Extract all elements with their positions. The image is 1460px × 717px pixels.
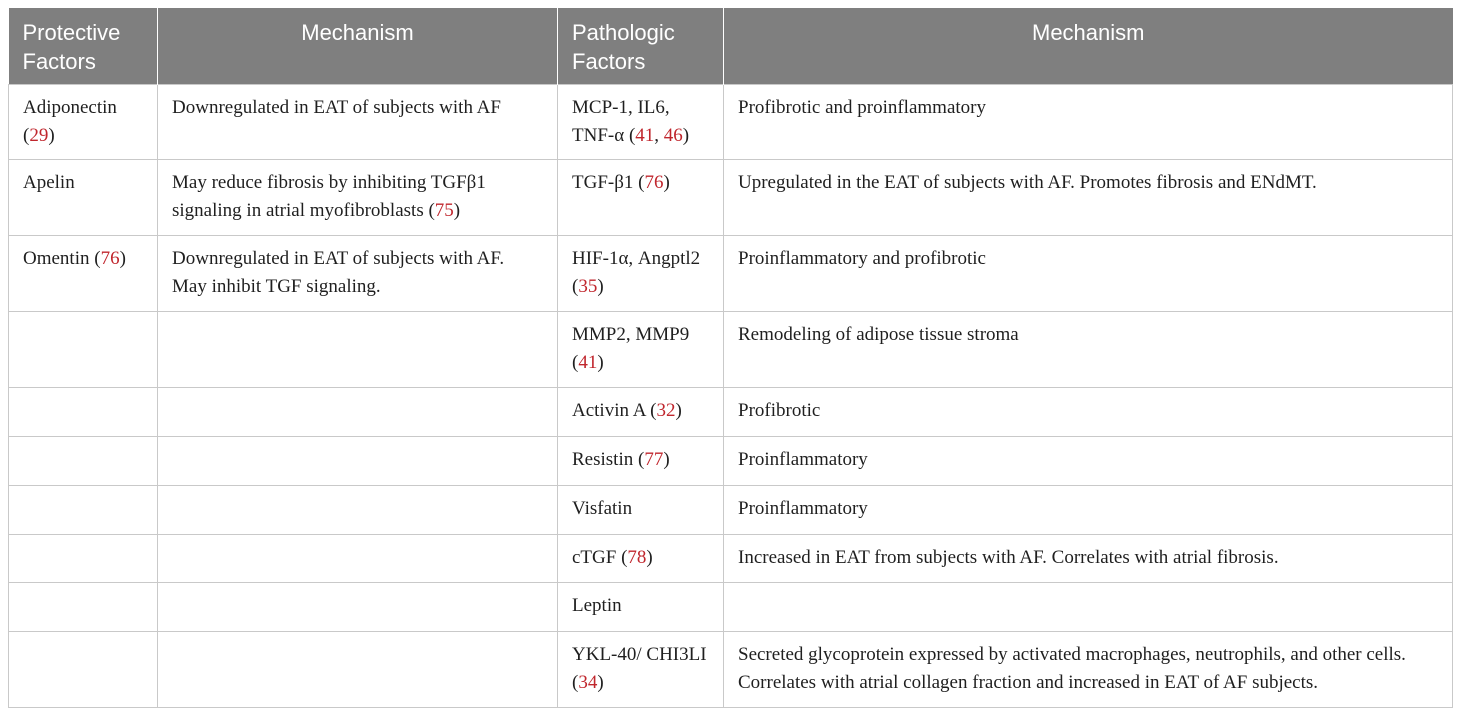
citation-link[interactable]: 35 xyxy=(578,276,598,297)
pathologic-factor-cell: TGF-β1 (76) xyxy=(558,160,724,236)
protective-mechanism-cell xyxy=(158,632,558,708)
protective-mechanism-cell xyxy=(158,437,558,486)
citation-link[interactable]: 29 xyxy=(29,125,49,146)
protective-factor-cell xyxy=(9,535,158,583)
pathologic-factor-cell-text: Resistin xyxy=(572,449,634,470)
protective-mechanism-cell xyxy=(158,583,558,632)
pathologic-factor-cell-text: TGF-β1 xyxy=(572,172,634,193)
pathologic-mechanism-cell xyxy=(724,535,1453,583)
protective-factor-cell-text: Omentin xyxy=(23,248,90,269)
protective-factor-cell xyxy=(9,437,158,486)
protective-mechanism-cell-text: Downregulated in EAT of subjects with AF xyxy=(172,97,501,118)
protective-factor-cell: Adiponectin (29) xyxy=(9,85,158,160)
pathologic-mechanism-cell xyxy=(724,388,1453,437)
table-row xyxy=(9,388,1453,437)
pathologic-mechanism-cell-text: Proinflammatory and profibrotic xyxy=(738,248,986,269)
pathologic-mechanism-cell xyxy=(724,312,1453,388)
table-row xyxy=(9,486,1453,535)
protective-factor-cell-text: Apelin xyxy=(23,172,75,193)
protective-mechanism-cell xyxy=(158,312,558,388)
pathologic-factor-cell: HIF-1α, Angptl2 (35) xyxy=(558,236,724,312)
pathologic-factor-cell-text: Visfatin xyxy=(572,498,633,519)
citation-link[interactable]: 46 xyxy=(663,125,683,146)
citation-link[interactable]: 75 xyxy=(434,200,454,221)
table-row xyxy=(9,236,1453,312)
pathologic-mechanism-cell-text: Proinflammatory xyxy=(738,498,868,519)
pathologic-mechanism-cell-text: Upregulated in the EAT of subjects with AF. Promotes fibrosis and ENdMT. xyxy=(738,172,1317,193)
pathologic-factor-cell: MCP-1, IL6, TNF-α (41, 46) xyxy=(558,85,724,160)
table-row xyxy=(9,535,1453,583)
citation-link[interactable]: 34 xyxy=(578,672,598,693)
protective-factor-cell xyxy=(9,388,158,437)
protective-factor-cell xyxy=(9,486,158,535)
pathologic-factor-cell-text: Activin A xyxy=(572,400,646,421)
pathologic-mechanism-cell-text: Profibrotic xyxy=(738,400,821,421)
pathologic-factor-cell-text: YKL-40/ CHI3LI xyxy=(572,644,707,665)
pathologic-mechanism-cell-text: Proinflammatory xyxy=(738,449,868,470)
table-row xyxy=(9,583,1453,632)
protective-mechanism-cell xyxy=(158,236,558,312)
protective-factor-cell xyxy=(9,632,158,708)
citation-link[interactable]: 32 xyxy=(656,400,676,421)
citation-link[interactable]: 76 xyxy=(644,172,664,193)
protective-factor-cell xyxy=(9,312,158,388)
header-protective-mechanism: Mechanism xyxy=(158,8,558,85)
citation-link[interactable]: 76 xyxy=(100,248,120,269)
protective-mechanism-cell-text: May reduce fibrosis by inhibiting TGFβ1 signaling in atrial myofibroblasts xyxy=(172,172,486,221)
pathologic-factor-cell-text: MCP-1, IL6, TNF-α xyxy=(572,97,670,146)
pathologic-mechanism-cell-text: Increased in EAT from subjects with AF. Correlates with atrial fibrosis. xyxy=(738,547,1279,568)
factors-table xyxy=(8,8,1453,708)
pathologic-factor-cell: Resistin (77) xyxy=(558,437,724,486)
table-row xyxy=(9,437,1453,486)
table-row xyxy=(9,312,1453,388)
pathologic-mechanism-cell-text: Secreted glycoprotein expressed by activated macrophages, neutrophils, and other cells. Correlates with atrial collagen fraction and increased in EAT of AF subjects. xyxy=(738,644,1406,693)
header-pathologic-factors: Pathologic Factors xyxy=(558,8,724,85)
protective-factor-cell xyxy=(9,583,158,632)
header-pathologic-mechanism: Mechanism xyxy=(724,8,1453,85)
citation-link[interactable]: 78 xyxy=(627,547,647,568)
pathologic-factor-cell-text: cTGF xyxy=(572,547,617,568)
protective-factor-cell xyxy=(9,160,158,236)
pathologic-factor-cell xyxy=(558,486,724,535)
pathologic-factor-cell: YKL-40/ CHI3LI (34) xyxy=(558,632,724,708)
pathologic-factor-cell-text: Leptin xyxy=(572,595,622,616)
pathologic-factor-cell-text: HIF-1α, Angptl2 xyxy=(572,248,701,269)
table-row xyxy=(9,160,1453,236)
pathologic-mechanism-cell xyxy=(724,583,1453,632)
pathologic-mechanism-cell xyxy=(724,236,1453,312)
protective-mechanism-cell xyxy=(158,486,558,535)
pathologic-mechanism-cell xyxy=(724,160,1453,236)
citation-link[interactable]: 41 xyxy=(635,125,655,146)
protective-mechanism-cell xyxy=(158,535,558,583)
pathologic-mechanism-cell-text: Remodeling of adipose tissue stroma xyxy=(738,324,1019,345)
pathologic-factor-cell: cTGF (78) xyxy=(558,535,724,583)
protective-mechanism-cell xyxy=(158,388,558,437)
pathologic-mechanism-cell xyxy=(724,486,1453,535)
citation-link[interactable]: 41 xyxy=(578,352,598,373)
pathologic-factor-cell xyxy=(558,583,724,632)
header-protective-factors: Protective Factors xyxy=(9,8,158,85)
protective-mechanism-cell xyxy=(158,85,558,160)
table-row xyxy=(9,632,1453,708)
pathologic-mechanism-cell-text: Profibrotic and proinflammatory xyxy=(738,97,986,118)
pathologic-factor-cell: Activin A (32) xyxy=(558,388,724,437)
protective-factor-cell-text: Adiponectin xyxy=(23,97,117,118)
citation-link[interactable]: 77 xyxy=(644,449,664,470)
pathologic-mechanism-cell xyxy=(724,632,1453,708)
header-row xyxy=(9,8,1453,85)
protective-mechanism-cell-text: Downregulated in EAT of subjects with AF. May inhibit TGF signaling. xyxy=(172,248,505,297)
pathologic-mechanism-cell xyxy=(724,85,1453,160)
pathologic-mechanism-cell xyxy=(724,437,1453,486)
protective-mechanism-cell: May reduce fibrosis by inhibiting TGFβ1 signaling in atrial myofibroblasts (75) xyxy=(158,160,558,236)
table-row xyxy=(9,85,1453,160)
pathologic-factor-cell-text: MMP2, MMP9 xyxy=(572,324,690,345)
pathologic-factor-cell: MMP2, MMP9 (41) xyxy=(558,312,724,388)
protective-factor-cell: Omentin (76) xyxy=(9,236,158,312)
